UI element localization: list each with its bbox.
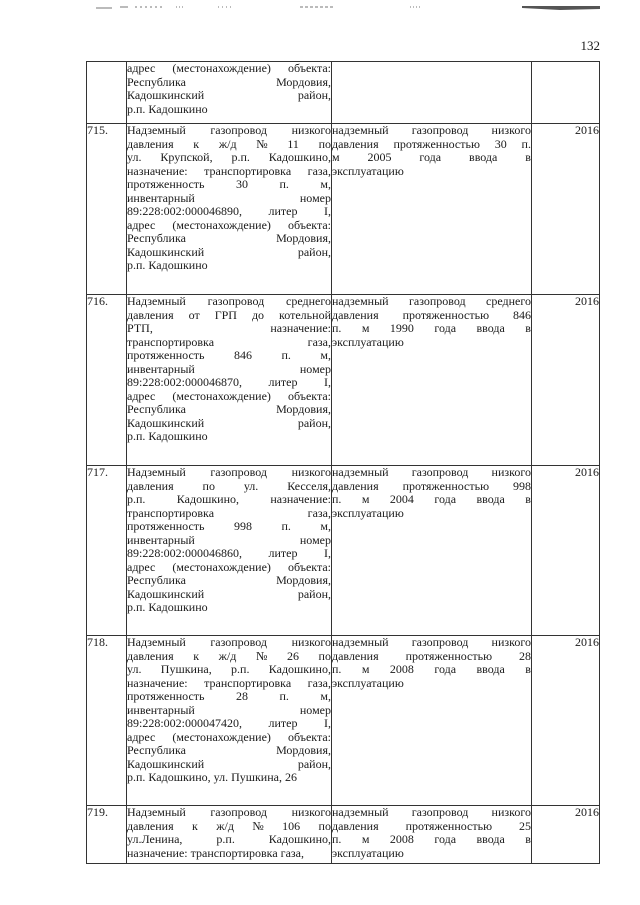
object-name-line: инвентарный номер: [127, 532, 331, 547]
object-name-line: Республика Мордовия,: [127, 743, 331, 757]
object-name-line: р.п. Кадошкино: [127, 258, 208, 272]
object-name-line: Надземный газопровод низкого: [127, 465, 331, 479]
row-number: 719.: [87, 806, 127, 864]
object-description: [332, 636, 532, 806]
object-description-line: эксплуатацию: [332, 675, 404, 690]
object-name-line: транспортировка газа,: [127, 334, 331, 349]
object-name-line: протяженность 846 п. м,: [127, 348, 331, 362]
register-table-body: [87, 62, 600, 864]
object-description-line: давления протяженностью 25: [332, 818, 531, 833]
table-row: [87, 295, 600, 466]
object-name-line: давления к ж/д № 26 по: [127, 648, 331, 663]
object-name-line: р.п. Кадошкино: [127, 600, 208, 614]
object-name-line: р.п. Кадошкино: [127, 429, 208, 443]
year-cell: [532, 62, 600, 124]
object-name-line: ул.Ленина, р.п. Кадошкино,: [127, 832, 331, 846]
table-row: [87, 62, 600, 124]
object-description-line: давления протяженностью 846: [332, 307, 531, 322]
object-name: [127, 62, 332, 124]
object-name-line: назначение: транспортировка газа,: [127, 675, 331, 690]
year-cell: 2016: [532, 806, 600, 864]
object-name-line: 89:228:002:000047420, литер I,: [127, 716, 331, 730]
object-name-line: 89:228:002:000046890, литер I,: [127, 204, 331, 218]
object-name-line: давления от ГРП до котельной: [127, 307, 331, 322]
object-description-line: п. м 2008 года ввода в: [332, 832, 531, 846]
object-description-line: надземный газопровод низкого: [332, 805, 531, 819]
object-name: [127, 124, 332, 295]
object-name-line: протяженность 998 п. м,: [127, 519, 331, 533]
object-description: [332, 466, 532, 636]
object-description-line: давления протяженностью 28: [332, 648, 531, 663]
object-name: [127, 806, 332, 864]
object-description-line: м 2005 года ввода в: [332, 150, 531, 164]
object-name-line: Республика Мордовия,: [127, 402, 331, 416]
year-cell: 2016: [532, 124, 600, 295]
year-cell: 2016: [532, 466, 600, 636]
scan-artifact-marks: [0, 0, 640, 14]
object-description-line: надземный газопровод низкого: [332, 635, 531, 649]
object-name-line: назначение: транспортировка газа,: [127, 845, 304, 860]
object-name-line: Кадошкинский район,: [127, 415, 331, 430]
object-name-line: адрес (местонахождение) объекта:: [127, 729, 331, 744]
object-name-line: Надземный газопровод низкого: [127, 635, 331, 649]
object-name-line: давления по ул. Кесселя,: [127, 478, 331, 493]
object-name-line: Кадошкинский район,: [127, 756, 331, 771]
table-row: [87, 466, 600, 636]
object-name-line: адрес (местонахождение) объекта:: [127, 217, 331, 232]
object-description: [332, 124, 532, 295]
object-description-line: п. м 2004 года ввода в: [332, 492, 531, 506]
object-description: [332, 295, 532, 466]
object-description-line: эксплуатацию: [332, 334, 404, 349]
object-name-line: 89:228:002:000046860, литер I,: [127, 546, 331, 560]
year-cell: 2016: [532, 636, 600, 806]
object-name: [127, 295, 332, 466]
object-description: [332, 806, 532, 864]
object-name-line: Республика Мордовия,: [127, 573, 331, 587]
object-name-line: транспортировка газа,: [127, 505, 331, 520]
object-description-line: давления протяженностью 30 п.: [332, 136, 531, 151]
object-name-line: давления к ж/д № 11 по: [127, 136, 331, 151]
object-name-line: 89:228:002:000046870, литер I,: [127, 375, 331, 389]
object-description-line: давления протяженностью 998: [332, 478, 531, 493]
object-name-line: РТП, назначение:: [127, 321, 331, 335]
object-name-line: адрес (местонахождение) объекта:: [127, 559, 331, 574]
object-description-line: эксплуатацию: [332, 163, 404, 178]
row-number: 718.: [87, 636, 127, 806]
object-description-line: п. м 1990 года ввода в: [332, 321, 531, 335]
object-description-line: эксплуатацию: [332, 505, 404, 520]
page-number: 132: [580, 38, 600, 53]
object-name: [127, 466, 332, 636]
table-row: [87, 806, 600, 864]
year-cell: 2016: [532, 295, 600, 466]
object-name-line: инвентарный номер: [127, 190, 331, 205]
object-name-line: Надземный газопровод низкого: [127, 805, 331, 819]
object-description-line: надземный газопровод среднего: [332, 294, 531, 308]
object-name-line: протяженность 30 п. м,: [127, 177, 331, 191]
row-number: 715.: [87, 124, 127, 295]
object-name-line: протяженность 28 п. м,: [127, 689, 331, 703]
object-name-line: ул. Крупской, р.п. Кадошкино,: [127, 150, 331, 164]
object-name-line: Республика Мордовия,: [127, 231, 331, 245]
row-number: 717.: [87, 466, 127, 636]
table-row: [87, 636, 600, 806]
object-name-line: адрес (местонахождение) объекта:: [127, 388, 331, 403]
object-name: [127, 636, 332, 806]
object-name-line: Надземный газопровод низкого: [127, 123, 331, 137]
object-description-line: эксплуатацию: [332, 845, 404, 860]
object-name-line: Кадошкинский район,: [127, 244, 331, 259]
object-name-line: давления к ж/д № 106 по: [127, 818, 331, 833]
object-name-line: адрес (местонахождение) объекта:: [127, 61, 331, 75]
object-name-line: Кадошкинский район,: [127, 88, 331, 102]
object-name-line: Республика Мордовия,: [127, 74, 331, 89]
object-description-line: надземный газопровод низкого: [332, 123, 531, 137]
object-name-line: инвентарный номер: [127, 702, 331, 717]
object-description-line: надземный газопровод низкого: [332, 465, 531, 479]
register-table: [86, 61, 600, 864]
row-number: [87, 62, 127, 124]
object-name-line: Надземный газопровод среднего: [127, 294, 331, 308]
object-name-line: ул. Пушкина, р.п. Кадошкино,: [127, 662, 331, 676]
object-name-line: р.п. Кадошкино, ул. Пушкина, 26: [127, 770, 297, 784]
object-name-line: Кадошкинский район,: [127, 586, 331, 601]
object-name-line: назначение: транспортировка газа,: [127, 163, 331, 178]
object-description: [332, 62, 532, 124]
object-name-line: р.п. Кадошкино, назначение:: [127, 492, 331, 506]
table-row: [87, 124, 600, 295]
object-name-line: р.п. Кадошкино: [127, 101, 208, 116]
object-description-line: п. м 2008 года ввода в: [332, 662, 531, 676]
row-number: 716.: [87, 295, 127, 466]
object-name-line: инвентарный номер: [127, 361, 331, 376]
